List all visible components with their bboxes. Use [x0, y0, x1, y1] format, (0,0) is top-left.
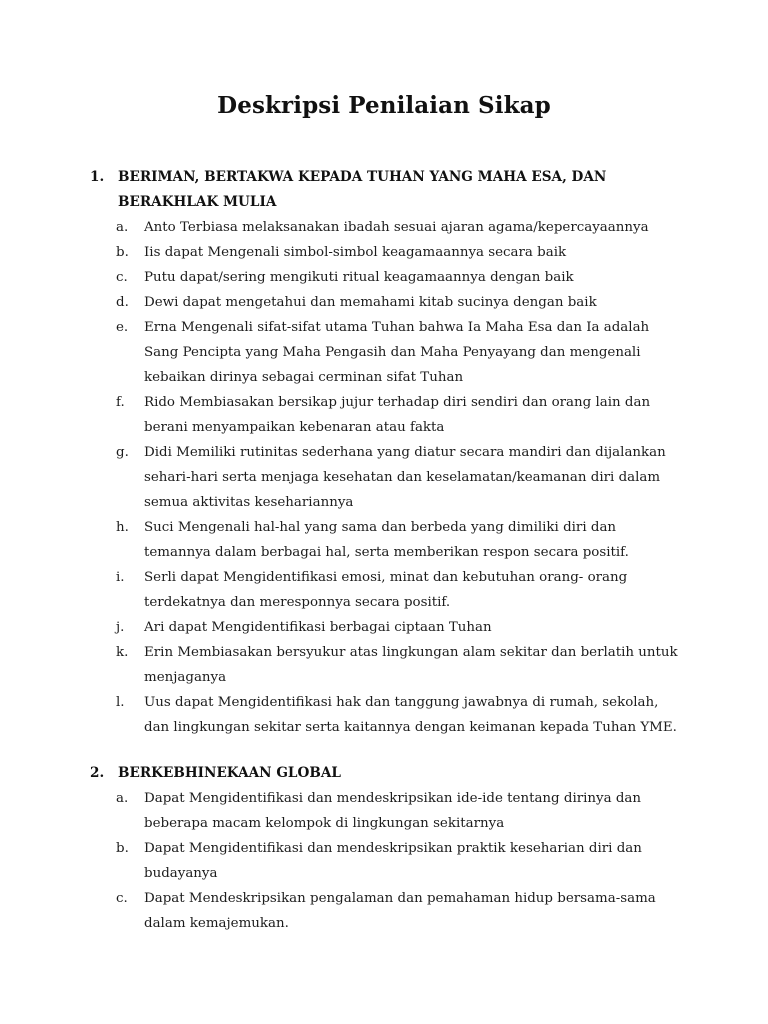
list-item: [90, 690, 684, 740]
item-text: Dapat Mendeskripsikan pengalaman dan pemahaman hidup bersama-sama dalam kemajemukan.: [144, 891, 656, 931]
list-item: [90, 390, 684, 440]
item-letter: i.: [116, 570, 125, 585]
list-item: [90, 265, 684, 290]
item-letter: f.: [116, 395, 125, 410]
section-heading-text: BERIMAN, BERTAKWA KEPADA TUHAN YANG MAHA ESA, DAN BERAKHLAK MULIA: [118, 169, 607, 210]
item-text: Putu dapat/sering mengikuti ritual keagamaannya dengan baik: [144, 270, 574, 285]
item-letter: d.: [116, 295, 129, 310]
list-item: [90, 315, 684, 390]
section-number: 1.: [90, 169, 105, 185]
section-heading-text: BERKEBHINEKAAN GLOBAL: [118, 765, 341, 781]
item-letter: b.: [116, 841, 129, 856]
list-item: [90, 786, 684, 836]
item-text: Suci Mengenali hal-hal yang sama dan berbeda yang dimiliki diri dan temannya dalam berbagai hal, serta memberikan respon secara positif.: [144, 520, 629, 560]
list-item: [90, 886, 684, 936]
section-berkebhinekaan: [90, 761, 690, 936]
document-title: Deskripsi Penilaian Sikap: [217, 92, 551, 119]
item-text: Dapat Mengidentifikasi dan mendeskripsikan praktik keseharian diri dan budayanya: [144, 841, 642, 881]
item-text: Rido Membiasakan bersikap jujur terhadap diri sendiri dan orang lain dan berani menyampaikan kebenaran atau fakta: [144, 395, 651, 435]
item-text: Anto Terbiasa melaksanakan ibadah sesuai ajaran agama/kepercayaannya: [144, 220, 649, 235]
list-item: [90, 515, 684, 565]
item-text: Serli dapat Mengidentifikasi emosi, minat dan kebutuhan orang- orang terdekatnya dan meresponnya secara positif.: [144, 570, 628, 610]
list-item: [90, 615, 684, 640]
item-letter: l.: [116, 695, 125, 710]
list-item: [90, 290, 684, 315]
list-item: [90, 240, 684, 265]
section-heading: [90, 165, 690, 215]
item-text: Uus dapat Mengidentifikasi hak dan tanggung jawabnya di rumah, sekolah, dan lingkungan sekitar serta kaitannya dengan keimanan kepada Tuhan YME.: [144, 695, 677, 735]
item-text: Erna Mengenali sifat-sifat utama Tuhan bahwa Ia Maha Esa dan Ia adalah Sang Pencipta yang Maha Pengasih dan Maha Penyayang dan mengenali kebaikan dirinya sebagai cerminan sifat Tuhan: [144, 320, 650, 385]
item-letter: c.: [116, 891, 128, 906]
item-letter: g.: [116, 445, 129, 460]
item-text: Dewi dapat mengetahui dan memahami kitab sucinya dengan baik: [144, 295, 597, 310]
item-text: Ari dapat Mengidentifikasi berbagai ciptaan Tuhan: [144, 620, 492, 635]
item-text: Dapat Mengidentifikasi dan mendeskripsikan ide-ide tentang dirinya dan beberapa macam kelompok di lingkungan sekitarnya: [144, 791, 642, 831]
item-letter: a.: [116, 791, 129, 806]
item-letter: j.: [116, 620, 125, 635]
list-item: [90, 565, 684, 615]
criteria-list: [90, 786, 690, 936]
item-letter: a.: [116, 220, 129, 235]
item-letter: h.: [116, 520, 129, 535]
item-text: Iis dapat Mengenali simbol-simbol keagamaannya secara baik: [144, 245, 567, 260]
criteria-list: [90, 215, 690, 740]
item-letter: c.: [116, 270, 128, 285]
section-number: 2.: [90, 765, 105, 781]
section-beriman: [90, 165, 690, 740]
list-item: [90, 640, 684, 690]
item-text: Erin Membiasakan bersyukur atas lingkungan alam sekitar dan berlatih untuk menjaganya: [144, 645, 678, 685]
item-letter: b.: [116, 245, 129, 260]
list-item: [90, 215, 684, 240]
list-item: [90, 836, 684, 886]
item-letter: k.: [116, 645, 129, 660]
item-letter: e.: [116, 320, 129, 335]
list-item: [90, 440, 684, 515]
item-text: Didi Memiliki rutinitas sederhana yang diatur secara mandiri dan dijalankan sehari-hari serta menjaga kesehatan dan keselamatan/keamanan diri dalam semua aktivitas kesehariannya: [144, 445, 666, 510]
section-heading: [90, 761, 690, 786]
